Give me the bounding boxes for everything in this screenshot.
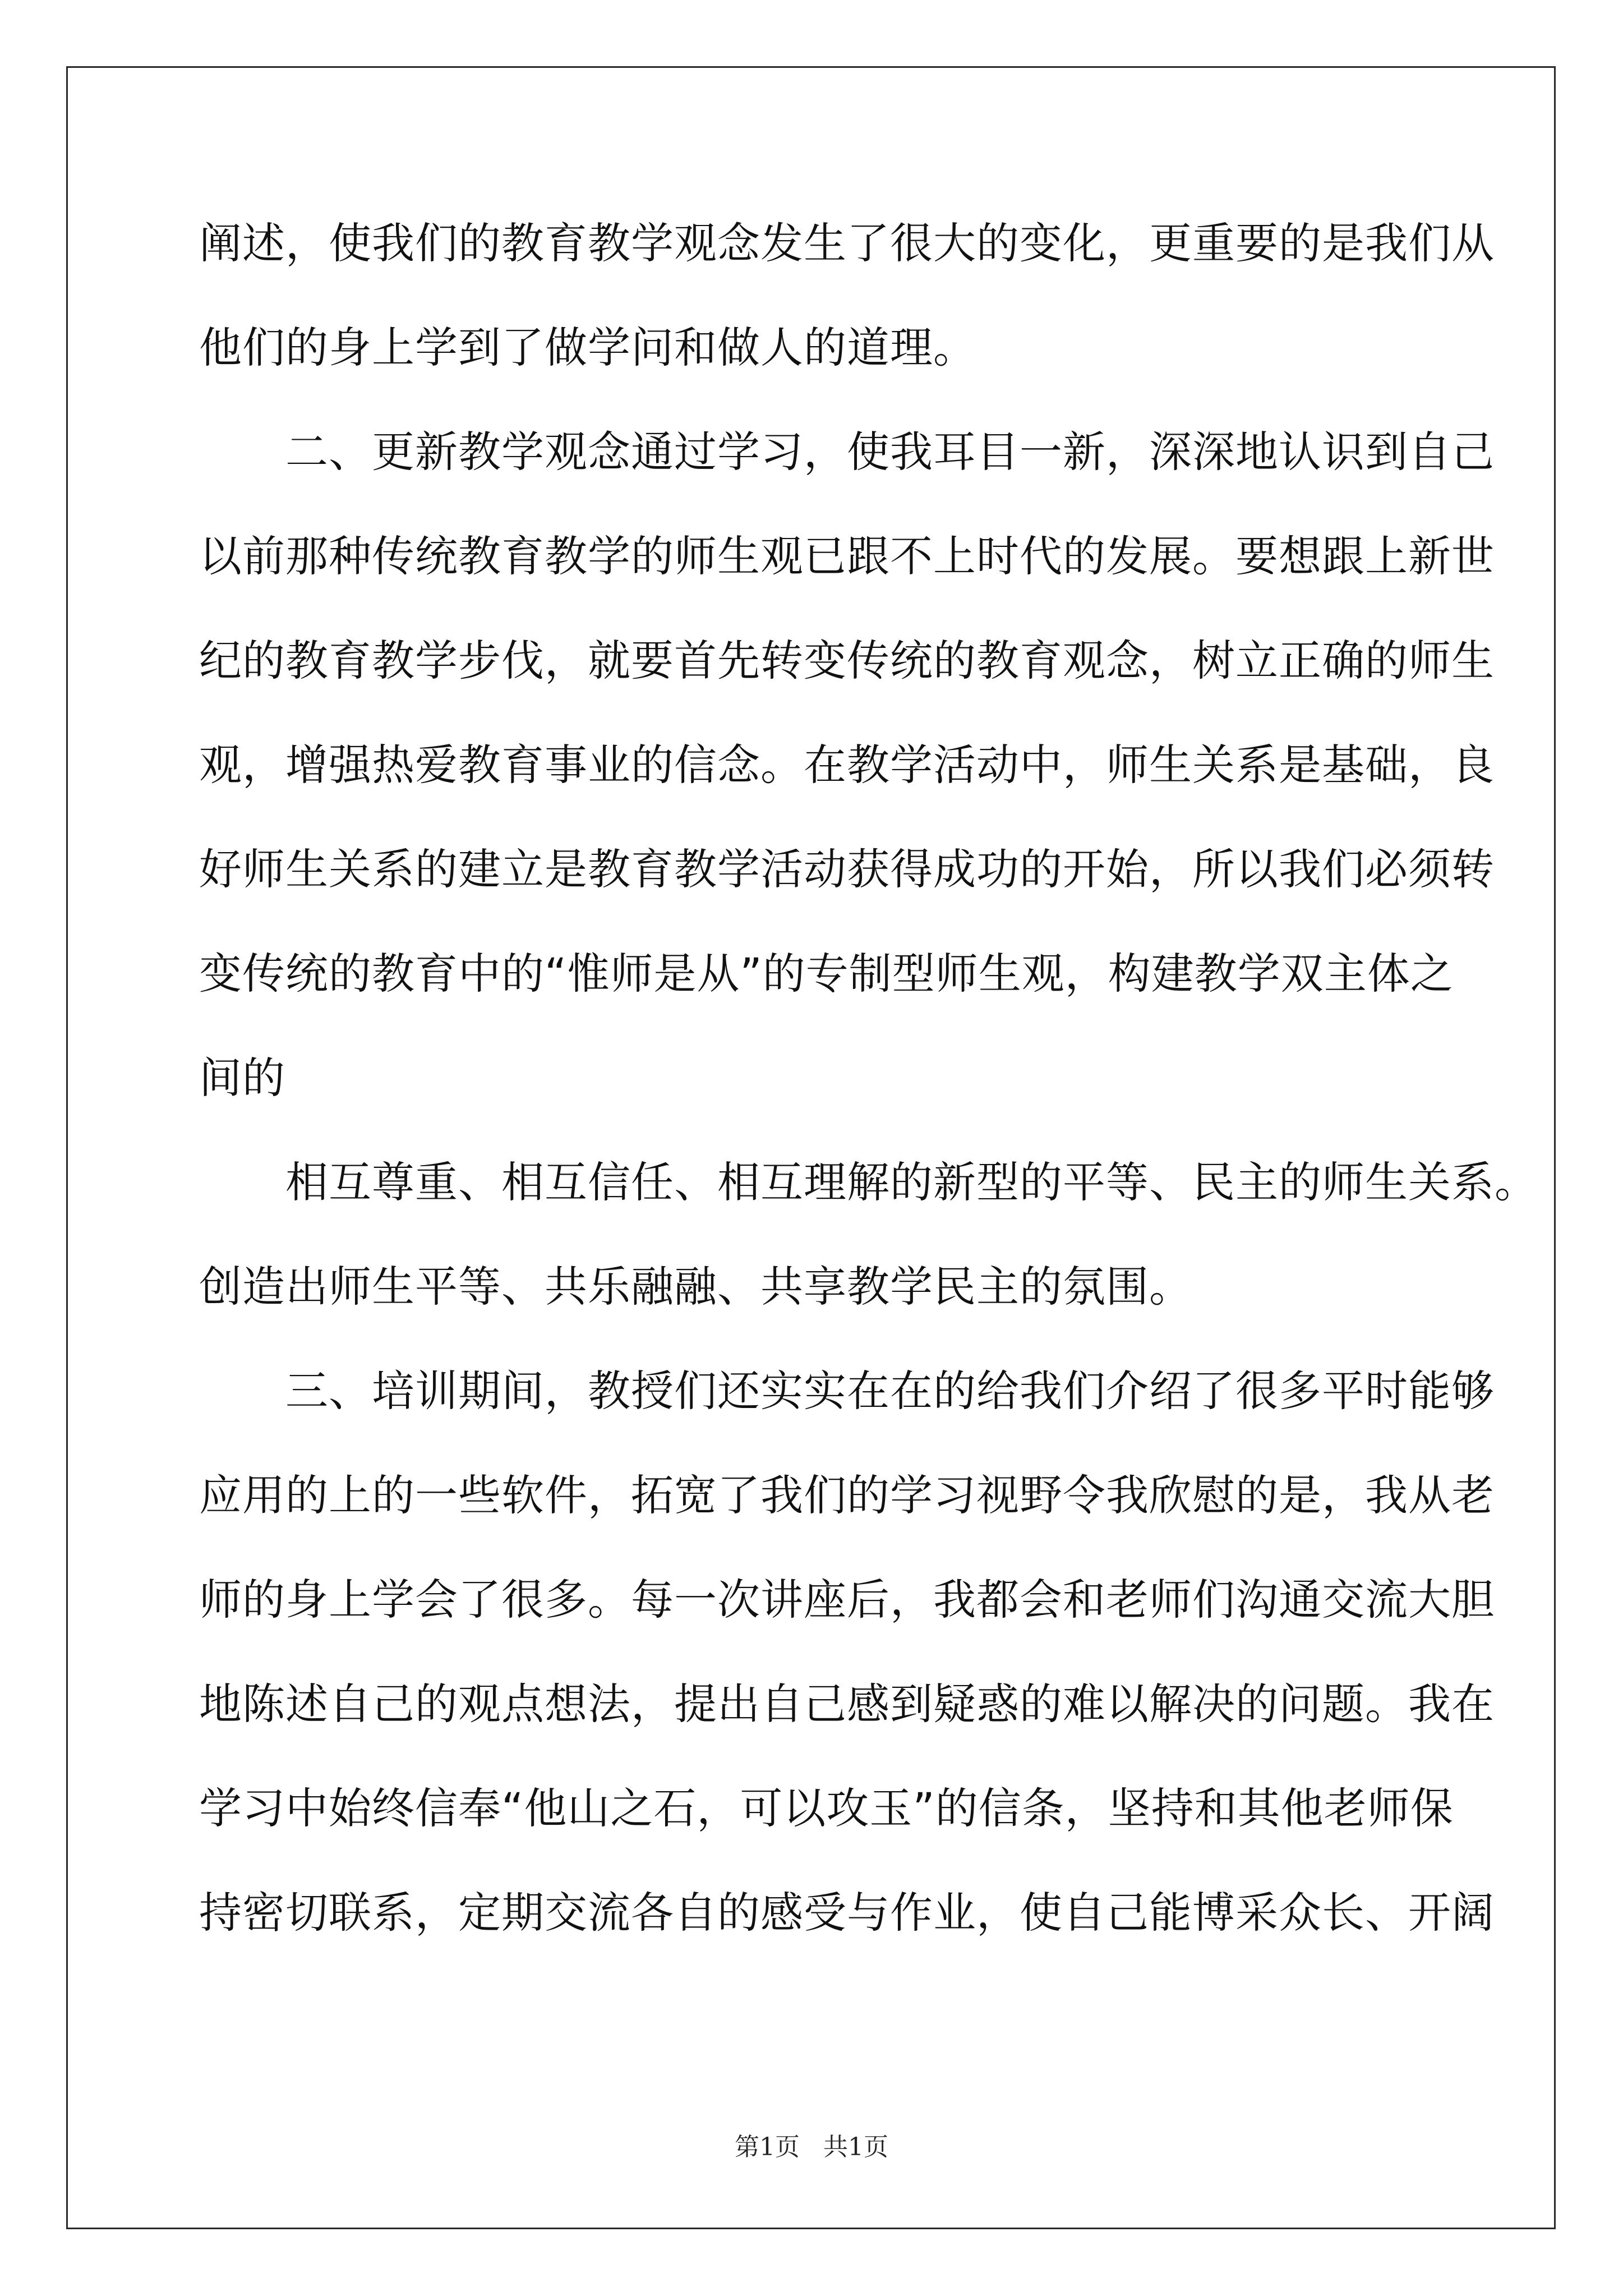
text-line: 观，增强热爱教育事业的信念。在教学活动中，师生关系是基础，良 (199, 740, 1495, 790)
text-line: 持密切联系，定期交流各自的感受与作业，使自己能博采众长、开阔 (199, 1888, 1495, 1938)
text-line: 纪的教育教学步伐，就要首先转变传统的教育观念，树立正确的师生 (199, 636, 1495, 685)
text-line: 以前那种传统教育教学的师生观已跟不上时代的发展。要想跟上新世 (199, 531, 1495, 581)
text-line: 相互尊重、相互信任、相互理解的新型的平等、民主的师生关系。 (199, 1157, 1538, 1207)
text-line: 地陈述自己的观点想法，提出自己感到疑惑的难以解决的问题。我在 (199, 1679, 1495, 1729)
text-line: 创造出师生平等、共乐融融、共享教学民主的氛围。 (199, 1262, 1192, 1312)
document-body (199, 218, 1538, 1996)
text-line: 二、更新教学观念通过学习，使我耳目一新，深深地认识到自己 (199, 427, 1495, 477)
text-line: 师的身上学会了很多。每一次讲座后，我都会和老师们沟通交流大胆 (199, 1575, 1495, 1625)
text-line: 学习中始终信奉“他山之石，可以攻玉”的信条，坚持和其他老师保 (199, 1783, 1454, 1833)
text-line: 他们的身上学到了做学问和做人的道理。 (199, 323, 976, 372)
text-line: 三、培训期间，教授们还实实在在的给我们介绍了很多平时能够 (199, 1366, 1495, 1416)
text-line: 好师生关系的建立是教育教学活动获得成功的开始，所以我们必须转 (199, 844, 1495, 894)
text-line: 变传统的教育中的“惟师是从”的专制型师生观，构建教学双主体之 (199, 949, 1454, 999)
text-line: 间的 (199, 1053, 285, 1103)
text-line: 阐述，使我们的教育教学观念发生了很大的变化，更重要的是我们从 (199, 218, 1495, 268)
page-footer: 第1页 共1页 (735, 2133, 888, 2161)
text-line: 应用的上的一些软件，拓宽了我们的学习视野令我欣慰的是，我从老 (199, 1470, 1495, 1520)
